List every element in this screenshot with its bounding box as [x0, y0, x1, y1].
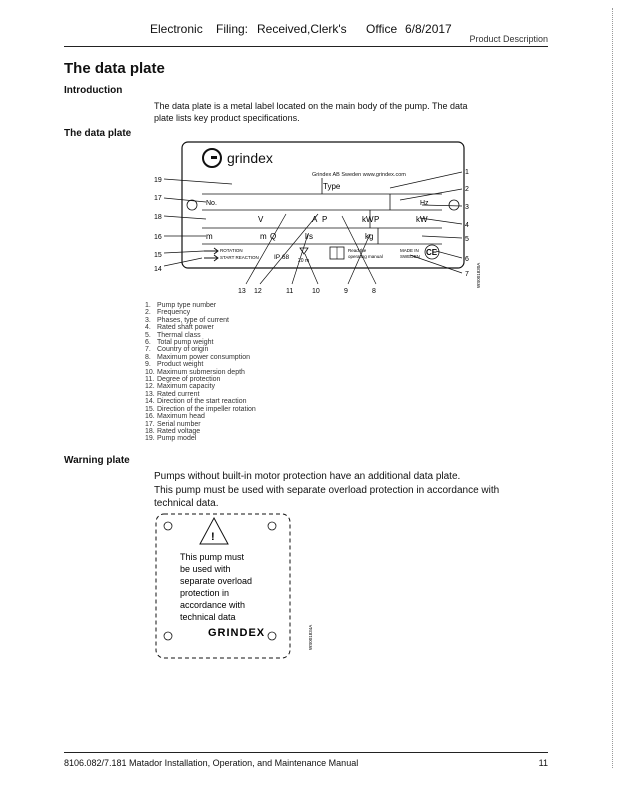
legend-number: 13.: [145, 390, 155, 398]
warning-plate-heading: Warning plate: [64, 455, 130, 466]
warning-plate-figure-code: WS001834A: [308, 624, 313, 650]
filing-electronic: Electronic: [150, 22, 203, 36]
screw-hole-right-icon: [449, 200, 459, 210]
callout-3: 3: [465, 204, 469, 211]
legend-number: 6.: [145, 339, 151, 347]
legend-text: Pump type number: [157, 302, 217, 309]
plate-ls-label: l/s: [305, 232, 313, 241]
plate-read-manual-2: operating manual: [348, 254, 383, 259]
legend-item: [145, 435, 256, 442]
footer-page-number: 11: [538, 758, 548, 768]
grindex-logo-icon: [203, 149, 221, 167]
warning-screw-hole-tr-icon: [268, 522, 276, 530]
screw-hole-left-icon: [187, 200, 197, 210]
legend-text: Thermal class: [157, 331, 201, 339]
warning-line-6: technical data: [180, 612, 236, 622]
legend-item: [145, 317, 256, 324]
warning-plate-text-2-line-2: technical data.: [154, 498, 219, 509]
warning-screw-hole-bl-icon: [164, 632, 172, 640]
legend-number: 14.: [145, 398, 155, 406]
legend-item: [145, 398, 256, 405]
legend-number: 5.: [145, 331, 151, 339]
legend-text: Total pump weight: [157, 339, 214, 347]
callout-17: 17: [154, 195, 162, 202]
plate-v-label: V: [258, 215, 264, 224]
callout-5: 5: [465, 236, 469, 243]
plate-start-reaction-label: START REACTION: [220, 255, 259, 260]
warning-symbol: !: [211, 531, 215, 543]
legend-item: [145, 383, 256, 390]
plate-company-line: Grindex AB Sweden www.grindex.com: [312, 172, 406, 178]
start-reaction-arrow-icon: [204, 255, 218, 261]
plate-made-in-1: MADE IN: [400, 248, 419, 253]
plate-ce-label: CE: [426, 248, 438, 257]
data-plate-heading: The data plate: [64, 128, 132, 139]
legend-text: Phases, type of current: [157, 316, 229, 324]
warning-plate-text-2: [154, 484, 554, 510]
legend-item: [145, 309, 256, 316]
plate-read-manual-1: Read the: [348, 248, 367, 253]
plate-kw-label-2: kW: [416, 215, 428, 224]
footer-rule: [64, 752, 548, 753]
legend-text: Maximum capacity: [157, 383, 215, 391]
plate-a-label: A: [312, 215, 318, 224]
filing-received: Received,Clerk's: [257, 22, 347, 36]
introduction-heading: Introduction: [64, 85, 123, 96]
warning-screw-hole-tl-icon: [164, 522, 172, 530]
plate-m-label-1: m: [206, 232, 213, 241]
callout-12: 12: [254, 288, 262, 295]
plate-hz-label: Hz: [420, 200, 429, 207]
legend-text: Rated current: [157, 390, 200, 398]
legend-item: [145, 421, 256, 428]
filing-office: Office: [366, 22, 398, 36]
legend-number: 18.: [145, 427, 155, 435]
legend-number: 19.: [145, 435, 155, 443]
legend-text: Degree of protection: [157, 376, 221, 384]
callout-15: 15: [154, 252, 162, 259]
rotation-arrow-icon: [204, 248, 218, 254]
legend-number: 1.: [145, 302, 151, 309]
legend-item: [145, 428, 256, 435]
depth-icon: [300, 248, 308, 254]
data-plate-figure-code: WS001830A: [476, 262, 481, 288]
legend-item: [145, 354, 256, 361]
legend-text: Frequency: [157, 309, 191, 317]
legend-text: Country of origin: [157, 346, 209, 354]
legend-text: Direction of the impeller rotation: [157, 405, 256, 413]
plate-brand: grindex: [227, 150, 273, 166]
legend-number: 16.: [145, 413, 155, 421]
data-plate-legend: [145, 302, 256, 443]
warning-line-1: This pump must: [180, 552, 245, 562]
plate-kg-label: kg: [365, 232, 374, 241]
legend-number: 9.: [145, 361, 151, 369]
scan-edge: [612, 8, 614, 768]
plate-m-label-2: m: [260, 232, 267, 241]
warning-plate-brand: GRINDEX: [208, 627, 266, 639]
callout-19: 19: [154, 177, 162, 184]
legend-item: [145, 332, 256, 339]
section-header: Product Description: [469, 34, 548, 44]
legend-item: [145, 406, 256, 413]
plate-ip-label: IP 68: [274, 254, 290, 261]
introduction-line-2: plate lists key product specifications.: [154, 113, 300, 123]
callout-9: 9: [344, 288, 348, 295]
warning-plate-figure: [150, 510, 330, 662]
legend-text: Serial number: [157, 420, 201, 428]
introduction-line-1: The data plate is a metal label located on the main body of the pump. The data: [154, 101, 468, 111]
plate-depth-label: 20 m: [298, 258, 310, 264]
callout-4: 4: [465, 222, 469, 229]
callout-6: 6: [465, 256, 469, 263]
callout-1: 1: [465, 169, 469, 176]
warning-screw-hole-br-icon: [268, 632, 276, 640]
plate-rotation-label: ROTATION: [220, 248, 243, 253]
warning-line-4: protection in: [180, 588, 230, 598]
callout-7: 7: [465, 271, 469, 278]
legend-number: 3.: [145, 316, 151, 324]
legend-text: Maximum submersion depth: [157, 368, 245, 376]
plate-type-label: Type: [323, 182, 341, 191]
legend-number: 15.: [145, 405, 155, 413]
legend-item: [145, 361, 256, 368]
legend-number: 4.: [145, 324, 151, 332]
plate-p2-label: P: [374, 215, 380, 224]
callout-11: 11: [286, 288, 294, 295]
plate-no-label: No.: [206, 200, 217, 207]
legend-number: 8.: [145, 353, 151, 361]
legend-item: [145, 346, 256, 353]
legend-item: [145, 391, 256, 398]
legend-item: [145, 339, 256, 346]
legend-text: Pump model: [157, 435, 197, 443]
legend-text: Maximum head: [157, 413, 205, 421]
warning-line-3: separate overload: [180, 576, 253, 586]
legend-text: Product weight: [157, 361, 204, 369]
legend-item: [145, 369, 256, 376]
warning-line-5: accordance with: [180, 600, 246, 610]
callout-14: 14: [154, 266, 162, 273]
footer-doc-title: 8106.082/7.181 Matador Installation, Operation, and Maintenance Manual: [64, 758, 359, 768]
warning-line-2: be used with: [180, 564, 231, 574]
legend-number: 2.: [145, 309, 151, 317]
header-rule: [64, 46, 548, 47]
callout-16: 16: [154, 234, 162, 241]
plate-kw-label-1: kW: [362, 215, 374, 224]
legend-number: 11.: [145, 376, 155, 384]
plate-p-label: P: [322, 215, 328, 224]
legend-text: Maximum power consumption: [157, 353, 250, 361]
filing-label: Filing:: [216, 22, 249, 36]
legend-number: 10.: [145, 368, 155, 376]
legend-item: [145, 302, 256, 309]
callout-2: 2: [465, 186, 469, 193]
legend-item: [145, 324, 256, 331]
callout-10: 10: [312, 288, 320, 295]
callout-8: 8: [372, 288, 376, 295]
warning-plate-text-2-line-1: This pump must be used with separate overload protection in accordance with: [154, 485, 500, 496]
data-plate-figure: [140, 138, 500, 298]
legend-text: Rated shaft power: [157, 324, 214, 332]
introduction-text: [154, 100, 554, 124]
callout-13: 13: [238, 288, 246, 295]
plate-made-in-2: SWEDEN: [400, 254, 420, 259]
legend-number: 17.: [145, 420, 155, 428]
legend-number: 7.: [145, 346, 151, 354]
warning-plate-text-1: Pumps without built-in motor protection have an additional data plate.: [154, 471, 461, 482]
legend-number: 12.: [145, 383, 155, 391]
legend-text: Direction of the start reaction: [157, 398, 247, 406]
plate-q-label: Q: [270, 232, 277, 241]
legend-item: [145, 413, 256, 420]
legend-item: [145, 376, 256, 383]
filing-date: 6/8/2017: [405, 22, 452, 36]
callout-18: 18: [154, 214, 162, 221]
legend-text: Rated voltage: [157, 427, 201, 435]
page-title: The data plate: [64, 60, 165, 77]
